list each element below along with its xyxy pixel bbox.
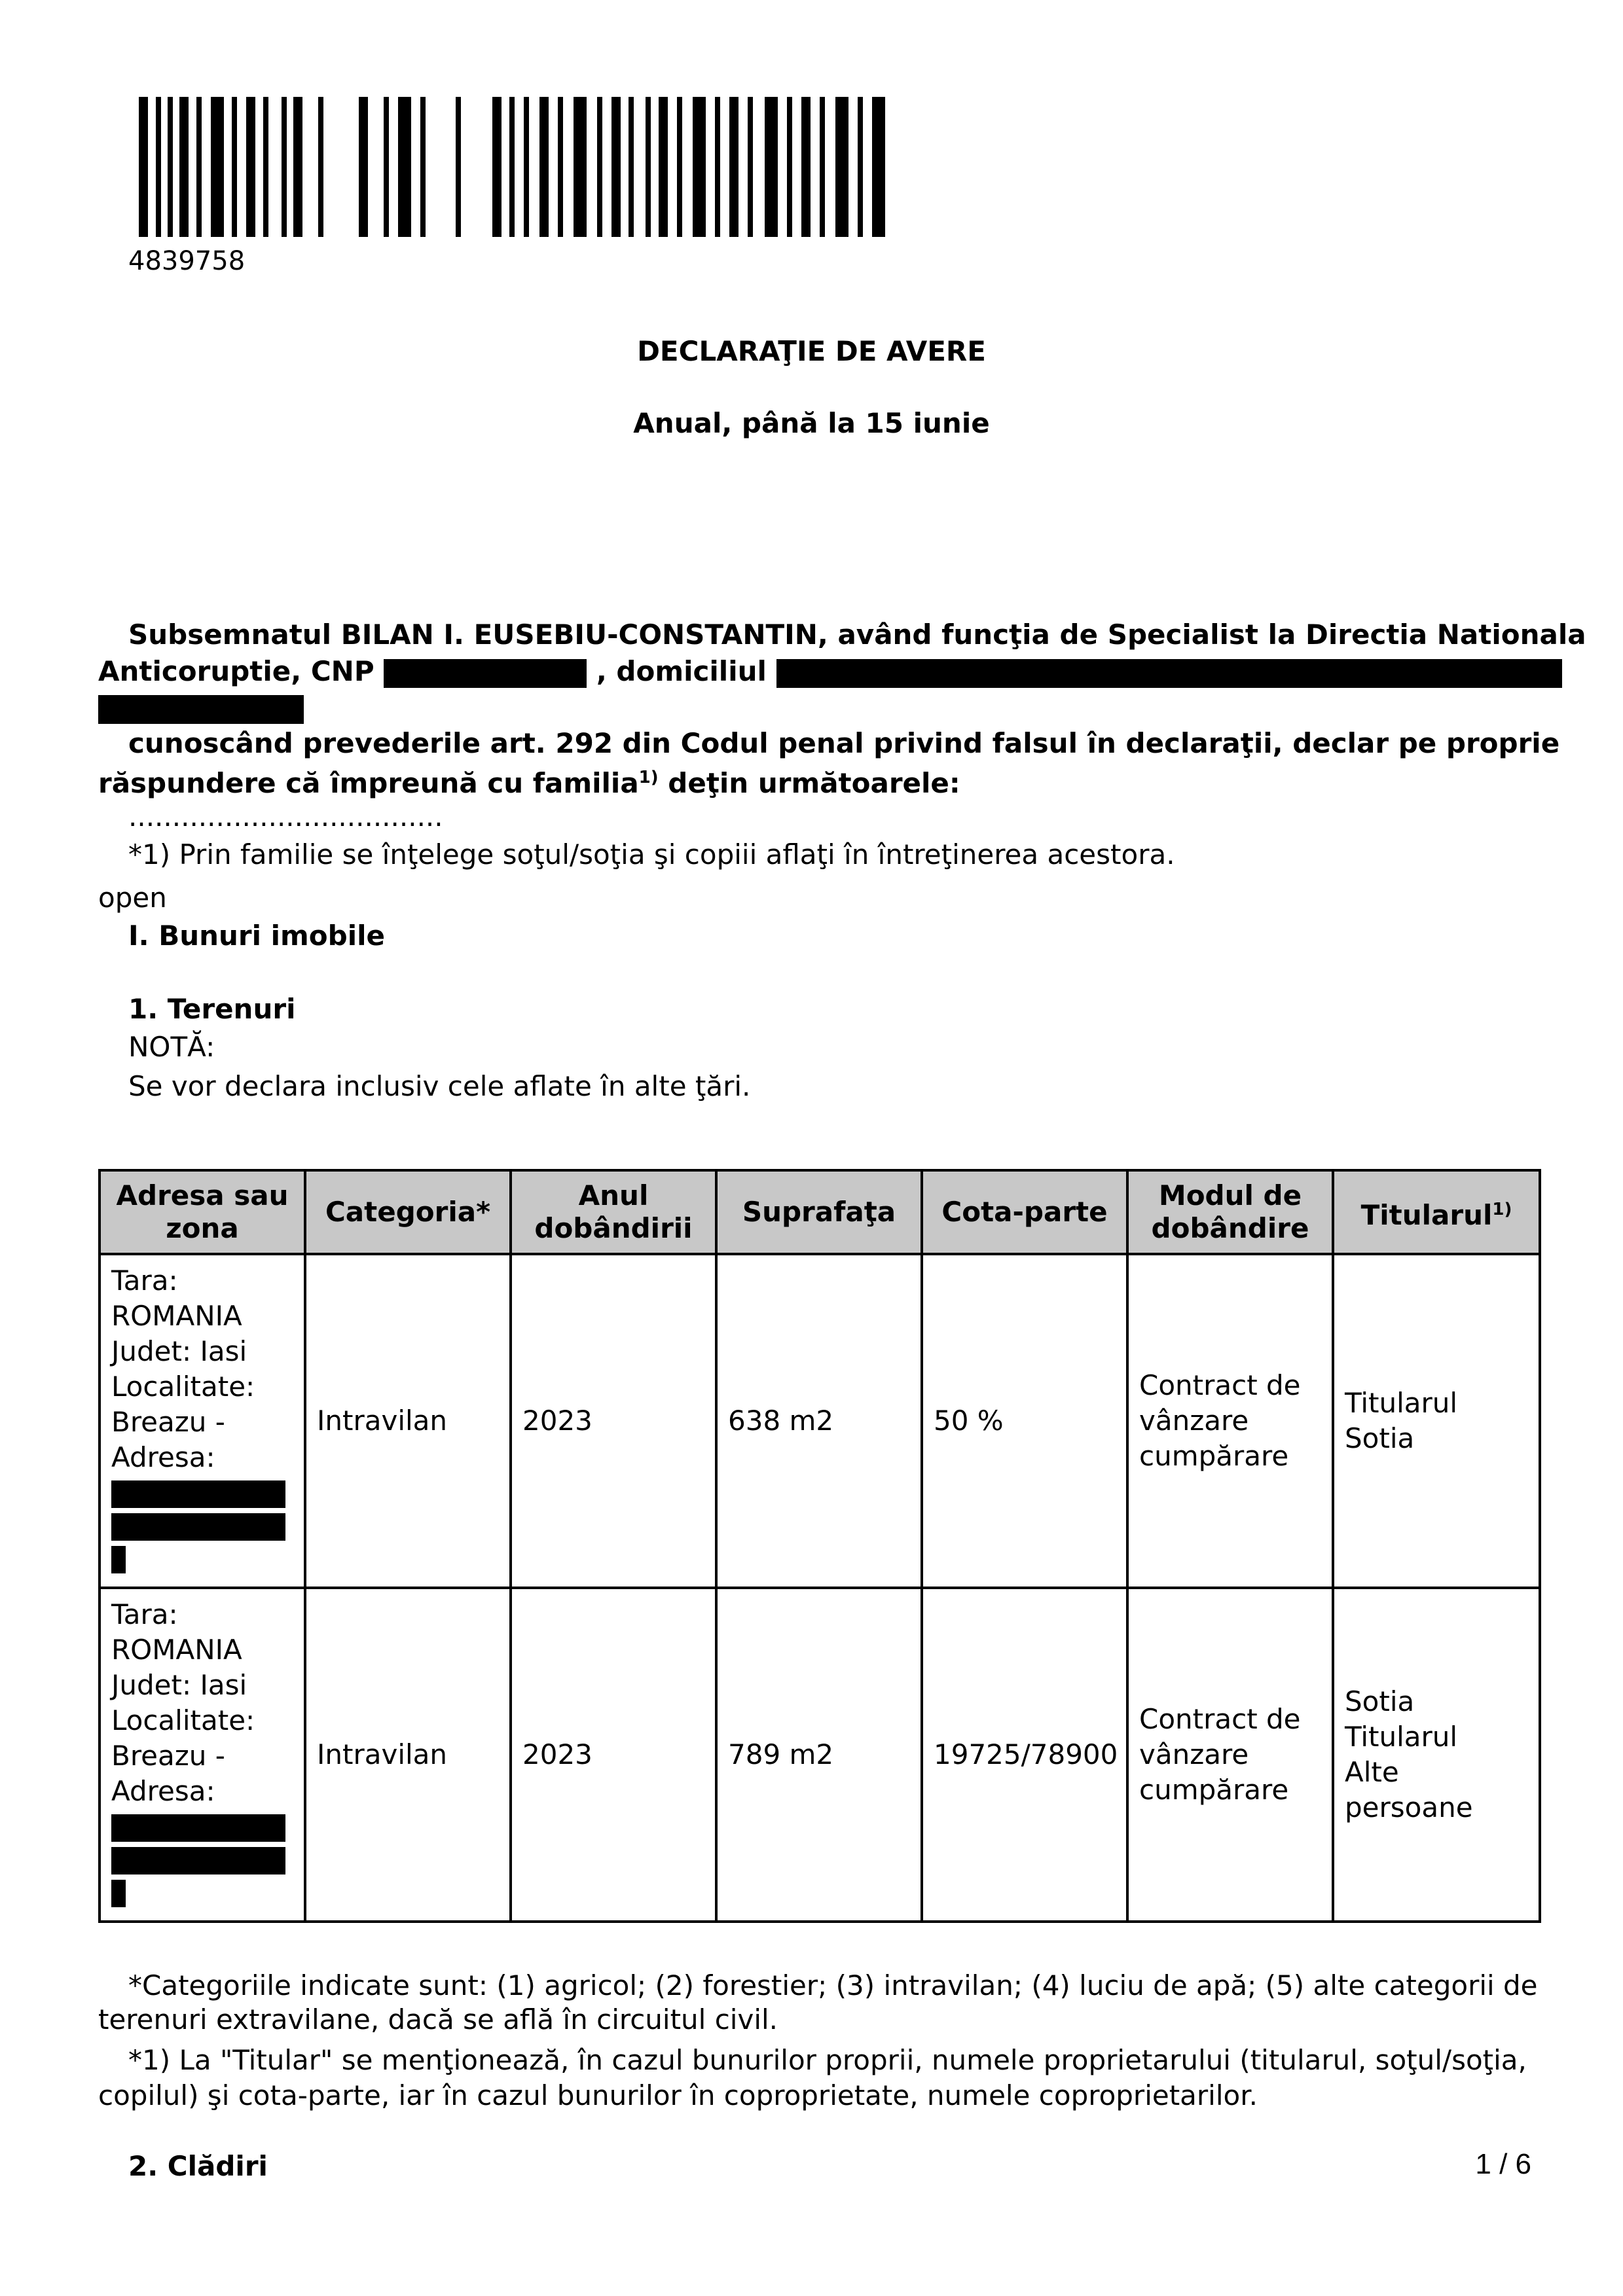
redacted-address-line [111, 1880, 126, 1907]
cell-categoria: Intravilan [305, 1254, 511, 1588]
header-titular [1333, 1170, 1540, 1254]
titular-line: persoane [1345, 1791, 1473, 1823]
titular-line: Titularul [1345, 1721, 1458, 1753]
modul-line: cumpărare [1139, 1774, 1289, 1806]
nota-text: Se vor declara inclusiv cele aflate în alte ţări. [128, 1070, 751, 1102]
categories-note-line-2: terenuri extravilane, dacă se află în circuitul civil. [98, 2003, 778, 2036]
cell-modul [1127, 1588, 1333, 1922]
cell-modul [1127, 1254, 1333, 1588]
addr-line: ROMANIA [111, 1634, 242, 1666]
subsection-heading-cladiri: 2. Clădiri [128, 2150, 268, 2182]
cell-cota: 19725/78900 [922, 1588, 1127, 1922]
cell-anul: 2023 [511, 1254, 716, 1588]
barcode-image [139, 97, 885, 237]
intro-line-1: Subsemnatul BILAN I. EUSEBIU-CONSTANTIN, având funcţia de Specialist la Directia Nationala [128, 619, 1586, 651]
categories-note-line-1: *Categoriile indicate sunt: (1) agricol; (2) forestier; (3) intravilan; (4) luciu de apă; (5) alte categorii de [128, 1969, 1538, 2001]
redacted-cnp [384, 659, 587, 688]
intro-line-4-text: răspundere că împreună cu familia [98, 767, 639, 799]
family-footnote: *1) Prin familie se înţelege soţul/soţia şi copiii aflaţi în întreţinerea acestora. [128, 838, 1175, 870]
header-titular-sup: 1) [1492, 1199, 1512, 1219]
modul-line: Contract de [1139, 1369, 1301, 1401]
redacted-address-line [111, 1513, 285, 1541]
cell-anul: 2023 [511, 1588, 716, 1922]
header-categoria: Categoria* [305, 1170, 511, 1254]
redacted-address-line [111, 1546, 126, 1573]
addr-line: Judet: Iasi [111, 1335, 247, 1367]
intro-line-2 [98, 655, 1562, 689]
addr-line: Localitate: [111, 1704, 255, 1736]
header-titular-label: Titularul [1360, 1198, 1493, 1231]
modul-line: vânzare [1139, 1738, 1249, 1770]
document-subtitle: Anual, până la 15 iunie [633, 407, 990, 439]
titular-line: Sotia [1345, 1422, 1415, 1454]
barcode-number: 4839758 [128, 246, 246, 276]
cell-cota: 50 % [922, 1254, 1127, 1588]
subsection-heading-terenuri: 1. Terenuri [128, 993, 296, 1025]
header-anul: Anul dobândirii [511, 1170, 716, 1254]
addr-line: Adresa: [111, 1775, 215, 1807]
domiciliu-label: , domiciliul [596, 655, 767, 687]
addr-line: Tara: [111, 1598, 178, 1630]
header-suprafata: Suprafaţa [716, 1170, 922, 1254]
page-number: 1 / 6 [1475, 2148, 1531, 2180]
section-heading-bunuri-imobile: I. Bunuri imobile [128, 920, 386, 952]
redacted-address-line [111, 1480, 285, 1508]
terenuri-table [98, 1169, 1541, 1923]
cnp-label: Anticoruptie, CNP [98, 655, 374, 687]
cell-adresa [100, 1588, 305, 1922]
titular-line: Sotia [1345, 1685, 1415, 1717]
addr-line: Judet: Iasi [111, 1669, 247, 1701]
intro-line-3: cunoscând prevederile art. 292 din Codul penal privind falsul în declaraţii, declar pe proprie [128, 727, 1560, 759]
titular-line: Titularul [1345, 1387, 1458, 1419]
addr-line: Adresa: [111, 1441, 215, 1473]
cell-titular [1333, 1254, 1540, 1588]
intro-line-4 [98, 761, 960, 800]
header-adresa: Adresa sau zona [100, 1170, 305, 1254]
titular-note-line-1: *1) La "Titular" se menţionează, în cazul bunurilor proprii, numele proprietarului (titularul, soţul/soţia, [128, 2044, 1527, 2076]
dotted-line: .................................... [128, 800, 443, 833]
titular-note-line-2: copilul) şi cota-parte, iar în cazul bunurilor în coproprietate, numele coproprietarilor. [98, 2079, 1258, 2111]
cell-categoria: Intravilan [305, 1588, 511, 1922]
table-row [100, 1588, 1540, 1922]
modul-line: Contract de [1139, 1703, 1301, 1735]
redacted-address [776, 659, 1562, 688]
titular-line: Alte [1345, 1756, 1399, 1788]
cell-suprafata: 638 m2 [716, 1254, 922, 1588]
redacted-address-continued [98, 695, 304, 724]
addr-line: Breazu - [111, 1406, 225, 1438]
addr-line: Localitate: [111, 1371, 255, 1403]
header-cota: Cota-parte [922, 1170, 1127, 1254]
intro-line-4-end: deţin următoarele: [658, 767, 960, 799]
header-modul: Modul de dobândire [1127, 1170, 1333, 1254]
addr-line: ROMANIA [111, 1300, 242, 1332]
table-header-row [100, 1170, 1540, 1254]
redacted-address-line [111, 1814, 285, 1842]
modul-line: cumpărare [1139, 1440, 1289, 1472]
addr-line: Tara: [111, 1265, 178, 1297]
nota-label: NOTĂ: [128, 1031, 215, 1063]
addr-line: Breazu - [111, 1740, 225, 1772]
document-title: DECLARAŢIE DE AVERE [637, 335, 986, 367]
open-marker: open [98, 882, 167, 914]
redacted-address-line [111, 1847, 285, 1874]
cell-adresa [100, 1254, 305, 1588]
cell-suprafata: 789 m2 [716, 1588, 922, 1922]
footnote-marker: 1) [638, 768, 659, 787]
cell-titular [1333, 1588, 1540, 1922]
modul-line: vânzare [1139, 1405, 1249, 1437]
table-row [100, 1254, 1540, 1588]
